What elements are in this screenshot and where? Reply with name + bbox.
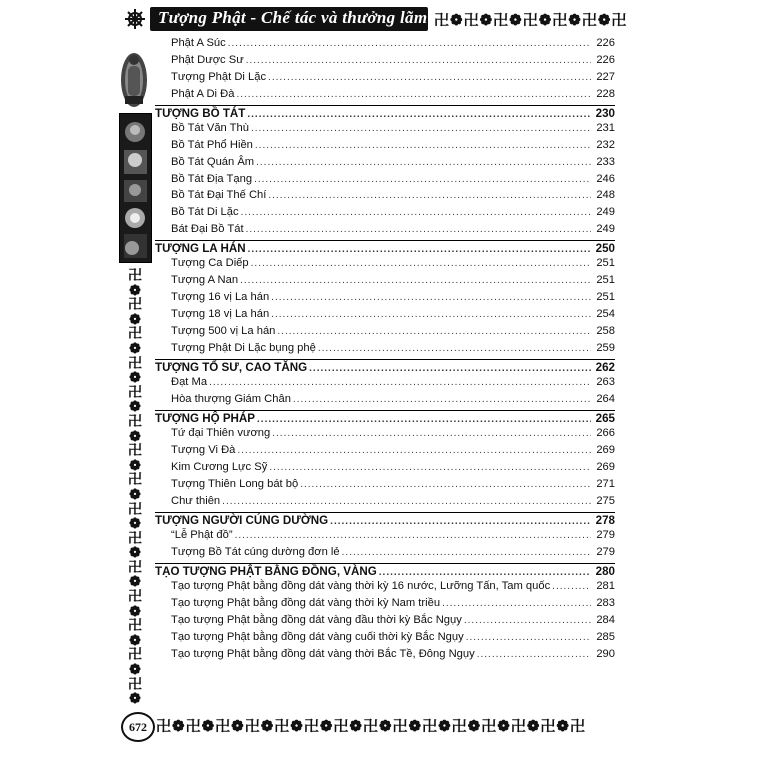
toc-label: Bồ Tát Địa Tạng [171, 172, 253, 185]
dot-leader [228, 38, 591, 49]
toc-page: 251 [596, 291, 615, 304]
toc-page: 228 [596, 87, 615, 100]
toc-label: TƯỢNG LA HÁN [155, 242, 246, 256]
toc-entry [155, 308, 615, 325]
toc-entry [155, 156, 615, 173]
dot-leader [236, 89, 591, 100]
dot-leader [256, 157, 591, 168]
toc-page: 251 [596, 257, 615, 270]
toc-label: Phật A Súc [171, 37, 226, 49]
ornament-glyph: 卍 [128, 646, 142, 663]
toc-section [155, 240, 615, 257]
toc-page: 271 [596, 477, 615, 490]
ornament-glyph: 卍 [128, 675, 142, 692]
ornament-glyph: ❁ [129, 369, 141, 386]
toc-page: 283 [596, 596, 615, 609]
toc-label: Kim Cương Lực Sỹ [171, 460, 268, 473]
ornament-glyph: ❁ [129, 690, 141, 707]
toc-label: Tứ đại Thiên vương [171, 427, 271, 440]
toc-page: 264 [596, 392, 615, 405]
dot-leader [379, 567, 591, 578]
toc-label: Bồ Tát Quán Âm [171, 155, 255, 168]
ornament-glyph: ❁ [129, 456, 141, 473]
ornament-glyph: 卍 [128, 617, 142, 634]
toc-section [155, 512, 615, 529]
toc-label: Tượng A Nan [171, 274, 239, 287]
toc-entry [155, 37, 615, 54]
dot-leader [277, 326, 591, 337]
toc-page: 279 [596, 528, 615, 541]
toc-page: 232 [596, 138, 615, 151]
toc-entry [155, 597, 615, 614]
page-title: Tượng Phật - Chế tác và thưởng lãm [158, 8, 428, 27]
toc-entry [155, 444, 615, 461]
toc-label: Đạt Ma [171, 376, 208, 389]
dot-leader [300, 479, 591, 490]
dot-leader [272, 428, 591, 439]
toc-entry [155, 71, 615, 88]
ornament-glyph: ❁ [129, 310, 141, 327]
dot-leader [318, 343, 591, 354]
toc-page: 249 [596, 206, 615, 219]
toc-entry [155, 274, 615, 291]
toc-page: 275 [596, 494, 615, 507]
dot-leader [269, 462, 591, 473]
ornament-glyph: ❁ [129, 573, 141, 590]
toc-label: TẠO TƯỢNG PHẬT BẰNG ĐỒNG, VÀNG [155, 564, 377, 578]
toc-page: 263 [596, 376, 615, 389]
ornament-glyph: ❁ [129, 281, 141, 298]
toc-label: Phật Dược Sư [171, 53, 244, 66]
toc-label: Tượng Bồ Tát cúng dường đơn lẻ [171, 545, 340, 558]
dot-leader [466, 632, 591, 643]
toc-section [155, 105, 615, 122]
ornament-glyph: ❁ [129, 398, 141, 415]
buddha-statue-image [119, 40, 149, 108]
ornament-glyph: ❁ [129, 544, 141, 561]
toc-section [155, 410, 615, 427]
dot-leader [209, 377, 591, 388]
toc-label: Bồ Tát Phổ Hiền [171, 138, 253, 151]
toc-entry [155, 495, 615, 512]
ornament-glyph: 卍 [128, 267, 142, 283]
header-ornament: 卍❁卍❁卍❁卍❁卍❁卍❁卍 [434, 12, 628, 29]
dot-leader [246, 224, 591, 235]
dot-leader [254, 174, 591, 185]
toc-entry [155, 631, 615, 648]
ornament-glyph: ❁ [129, 515, 141, 532]
dot-leader [464, 615, 591, 626]
toc-page: 262 [595, 360, 615, 374]
dot-leader [240, 275, 591, 286]
toc-page: 226 [596, 37, 615, 49]
ornament-glyph: 卍 [128, 412, 142, 429]
toc-label: Tượng Vi Đà [171, 444, 236, 456]
dot-leader [251, 123, 591, 134]
toc-entry [155, 376, 615, 393]
toc-page: 227 [596, 70, 615, 83]
toc-page: 269 [596, 460, 615, 473]
dot-leader [271, 309, 591, 320]
toc-entry [155, 223, 615, 240]
toc-label: Tượng 18 vị La hán [171, 308, 270, 321]
toc-label: Phật A Di Đà [171, 87, 235, 100]
dot-leader [477, 649, 591, 660]
toc-entry [155, 325, 615, 342]
left-ornament-column [125, 268, 145, 706]
toc-page: 265 [595, 411, 615, 425]
toc-entry [155, 122, 615, 139]
toc-entry [155, 139, 615, 156]
toc-entry [155, 427, 615, 444]
ornament-glyph: ❁ [129, 485, 141, 502]
toc-entry [155, 529, 615, 546]
toc-section [155, 563, 615, 580]
toc-page: 285 [596, 630, 615, 643]
toc-entry [155, 342, 615, 359]
toc-page: 281 [596, 579, 615, 592]
dot-leader [293, 394, 591, 405]
dot-leader [271, 292, 591, 303]
toc-label: TƯỢNG NGƯỜI CÚNG DƯỜNG [155, 513, 329, 527]
ornament-glyph: 卍 [128, 471, 142, 488]
toc-entry [155, 393, 615, 410]
dot-leader [442, 598, 591, 609]
toc-label: Tượng 16 vị La hán [171, 291, 270, 304]
dot-leader [247, 109, 591, 120]
dot-leader [241, 207, 591, 218]
toc-entry [155, 546, 615, 563]
toc-page: 258 [596, 324, 615, 337]
toc-section [155, 359, 615, 376]
toc-page: 290 [596, 647, 615, 660]
dot-leader [222, 496, 591, 507]
toc-page: 233 [596, 155, 615, 168]
toc-label: Bồ Tát Di Lặc [171, 206, 239, 219]
ornament-glyph: 卍 [128, 588, 142, 605]
dot-leader [235, 530, 591, 541]
ornament-glyph: 卍 [128, 354, 142, 371]
toc-label: Bồ Tát Đại Thế Chí [171, 189, 267, 202]
toc-page: 249 [596, 223, 615, 236]
ornament-glyph: 卍 [128, 529, 142, 546]
toc-page: 250 [595, 242, 615, 256]
bodhisattva-images-strip [119, 113, 152, 263]
ornament-glyph: ❁ [129, 427, 141, 444]
dharma-wheel-icon [124, 8, 146, 30]
dot-leader [342, 547, 591, 558]
toc-label: Tạo tượng Phật bằng đồng dát vàng thời Bắc Tề, Đông Ngụy [171, 647, 475, 660]
toc-page: 259 [596, 341, 615, 354]
ornament-glyph: ❁ [129, 602, 141, 619]
toc-entry [155, 478, 615, 495]
toc-label: Bồ Tát Văn Thù [171, 121, 249, 134]
toc-page: 230 [595, 106, 615, 120]
toc-page: 254 [596, 308, 615, 321]
dot-leader [257, 414, 591, 425]
toc-label: Tượng Thiên Long bát bộ [171, 477, 299, 490]
dot-leader [237, 445, 591, 456]
dot-leader [246, 55, 591, 66]
dot-leader [248, 244, 591, 255]
table-of-contents [155, 37, 615, 664]
dot-leader [330, 516, 591, 527]
toc-label: Tạo tượng Phật bằng đồng dát vàng thời kỳ 16 nước, Lưỡng Tấn, Tam quốc [171, 579, 551, 592]
ornament-glyph: 卍 [128, 442, 142, 459]
ornament-glyph: ❁ [129, 631, 141, 648]
toc-page: 284 [596, 613, 615, 626]
toc-page: 231 [596, 121, 615, 134]
toc-label: “Lễ Phật đồ” [171, 528, 233, 541]
toc-label: Tạo tượng Phật bằng đồng dát vàng đầu thời kỳ Bắc Ngụy [171, 613, 462, 626]
toc-entry [155, 173, 615, 190]
dot-leader [255, 140, 591, 151]
toc-label: Bát Đại Bồ Tát [171, 223, 244, 236]
toc-page: 226 [596, 53, 615, 66]
dot-leader [552, 581, 591, 592]
toc-label: Tượng Phật Di Lặc bụng phệ [171, 341, 316, 354]
dot-leader [251, 258, 591, 269]
ornament-glyph: 卍 [128, 383, 142, 400]
toc-page: 246 [596, 172, 615, 185]
dot-leader [309, 363, 591, 374]
ornament-glyph: 卍 [128, 500, 142, 517]
ornament-glyph: ❁ [129, 339, 141, 356]
toc-entry [155, 291, 615, 308]
toc-entry [155, 54, 615, 71]
toc-page: 280 [595, 564, 615, 578]
toc-page: 278 [595, 513, 615, 527]
footer-ornament: 卍❁卍❁卍❁卍❁卍❁卍❁卍❁卍❁卍❁卍❁卍❁卍❁卍❁卍❁卍 [156, 718, 586, 735]
toc-label: Tượng Phật Di Lặc [171, 70, 267, 83]
toc-entry [155, 206, 615, 223]
page-number-badge [121, 712, 155, 742]
toc-entry [155, 580, 615, 597]
toc-label: Tượng Ca Diếp [171, 257, 249, 270]
toc-entry [155, 614, 615, 631]
toc-entry [155, 257, 615, 274]
toc-label: TƯỢNG BỒ TÁT [155, 106, 246, 120]
ornament-glyph: 卍 [128, 296, 142, 313]
toc-page: 251 [596, 274, 615, 287]
toc-entry [155, 189, 615, 206]
ornament-glyph: 卍 [128, 558, 142, 575]
toc-entry [155, 461, 615, 478]
dot-leader [268, 190, 591, 201]
page-number: 672 [129, 719, 147, 734]
ornament-glyph: ❁ [129, 661, 141, 678]
ornament-glyph: 卍 [128, 325, 142, 342]
toc-label: Tạo tượng Phật bằng đồng dát vàng thời kỳ Nam triều [171, 596, 441, 609]
toc-page: 269 [596, 444, 615, 456]
toc-label: TƯỢNG HỘ PHÁP [155, 411, 256, 425]
toc-label: Tạo tượng Phật bằng đồng dát vàng cuối thời kỳ Bắc Ngụy [171, 630, 464, 643]
toc-entry [155, 648, 615, 665]
toc-label: Hòa thượng Giám Chân [171, 392, 291, 405]
toc-page: 248 [596, 189, 615, 202]
toc-label: TƯỢNG TỔ SƯ, CAO TĂNG [155, 360, 308, 374]
toc-label: Chư thiên [171, 494, 221, 507]
toc-entry [155, 88, 615, 105]
dot-leader [268, 72, 591, 83]
toc-page: 279 [596, 545, 615, 558]
toc-page: 266 [596, 427, 615, 440]
toc-label: Tượng 500 vị La hán [171, 324, 276, 337]
